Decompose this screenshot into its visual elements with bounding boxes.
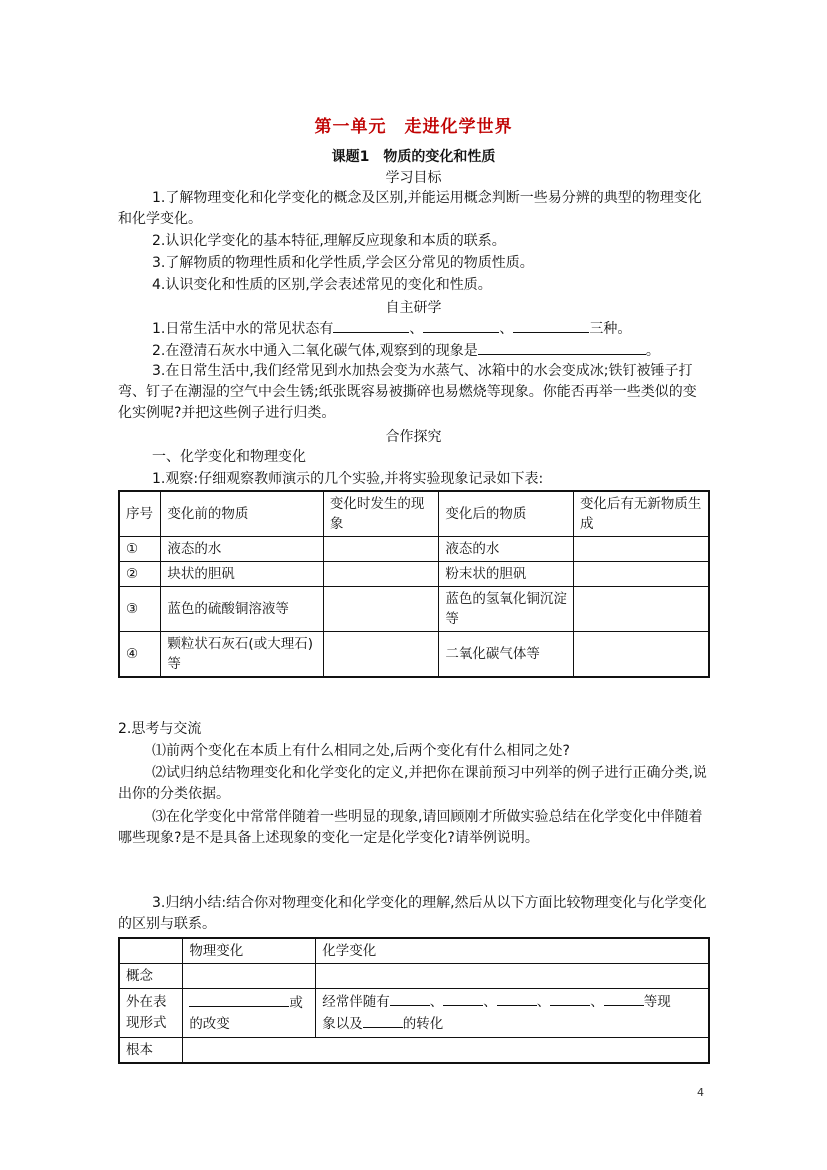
table-header-row bbox=[119, 938, 709, 964]
table-cell: ③ bbox=[119, 587, 161, 632]
self-study-q3: 3.在日常生活中,我们经常见到水加热会变为水蒸气、冰箱中的水会变成冰;铁钉被锤子打弯、钉子在潮湿的空气中会生锈;纸张既容易被撕碎也易燃烧等现象。你能否再举一些类似的变化实例呢?并把这些例子进行归类。 bbox=[118, 363, 697, 421]
table-row bbox=[119, 537, 709, 562]
answer-cell[interactable] bbox=[183, 1038, 709, 1064]
answer-cell[interactable] bbox=[573, 632, 709, 678]
table-cell: ① bbox=[119, 537, 161, 562]
summary-instruction: 3.归纳小结:结合你对物理变化和化学变化的理解,然后从以下方面比较物理变化与化学变化的区别与联系。 bbox=[118, 895, 707, 932]
header-cell: 变化后的物质 bbox=[439, 491, 574, 537]
observation-table bbox=[118, 490, 710, 678]
answer-blank[interactable] bbox=[550, 991, 590, 1006]
answer-blank[interactable] bbox=[443, 991, 483, 1006]
table-row bbox=[119, 1038, 709, 1064]
table-cell: 蓝色的硫酸铜溶液等 bbox=[161, 587, 323, 632]
form-chemical-cell: 经常伴随有 、 、 、 、 等现 象以及 的转化 bbox=[316, 989, 709, 1038]
form-physical-cell: 或 的改变 bbox=[183, 989, 316, 1038]
table-row bbox=[119, 562, 709, 587]
goal-item: 4.认识变化和性质的区别,学会表述常见的变化和性质。 bbox=[152, 277, 492, 293]
table-cell: 液态的水 bbox=[439, 537, 574, 562]
table-cell: ② bbox=[119, 562, 161, 587]
answer-blank[interactable] bbox=[363, 1013, 403, 1028]
header-cell: 变化前的物质 bbox=[161, 491, 323, 537]
comparison-table bbox=[118, 937, 710, 1064]
row-label: 外在表现形式 bbox=[119, 989, 183, 1038]
answer-blank[interactable] bbox=[513, 318, 589, 333]
answer-blank[interactable] bbox=[189, 992, 289, 1007]
table-row bbox=[119, 632, 709, 678]
answer-blank[interactable] bbox=[390, 991, 430, 1006]
self-study-q1: 1.日常生活中水的常见状态有 、 、 三种。 bbox=[118, 318, 710, 340]
self-study-heading: 自主研学 bbox=[385, 300, 442, 316]
unit-title: 第一单元 走进化学世界 bbox=[314, 117, 513, 137]
table-row bbox=[119, 964, 709, 989]
answer-blank[interactable] bbox=[333, 318, 409, 333]
lesson-title: 课题1 物质的变化和性质 bbox=[331, 149, 496, 165]
table-cell: 粉末状的胆矾 bbox=[439, 562, 574, 587]
answer-cell[interactable] bbox=[573, 587, 709, 632]
header-cell: 变化时发生的现象 bbox=[323, 491, 439, 537]
answer-cell[interactable] bbox=[323, 587, 439, 632]
table-cell: ④ bbox=[119, 632, 161, 678]
header-cell bbox=[119, 938, 183, 964]
answer-cell[interactable] bbox=[323, 562, 439, 587]
header-cell: 序号 bbox=[119, 491, 161, 537]
table-cell: 二氧化碳气体等 bbox=[439, 632, 574, 678]
answer-blank[interactable] bbox=[478, 340, 646, 355]
header-cell: 化学变化 bbox=[316, 938, 709, 964]
row-label: 根本 bbox=[119, 1038, 183, 1064]
answer-cell[interactable] bbox=[573, 562, 709, 587]
answer-cell[interactable] bbox=[323, 537, 439, 562]
table-cell: 蓝色的氢氧化铜沉淀等 bbox=[439, 587, 574, 632]
answer-blank[interactable] bbox=[423, 318, 499, 333]
answer-cell[interactable] bbox=[316, 964, 709, 989]
header-cell: 物理变化 bbox=[183, 938, 316, 964]
goals-heading: 学习目标 bbox=[385, 170, 442, 186]
answer-blank[interactable] bbox=[604, 991, 644, 1006]
answer-cell[interactable] bbox=[323, 632, 439, 678]
goal-item: 1.了解物理变化和化学变化的概念及区别,并能运用概念判断一些易分辨的典型的物理变化和化学变化。 bbox=[118, 190, 702, 227]
answer-cell[interactable] bbox=[573, 537, 709, 562]
observe-instruction: 1.观察:仔细观察教师演示的几个实验,并将实验现象记录如下表: bbox=[152, 471, 544, 487]
answer-cell[interactable] bbox=[183, 964, 316, 989]
coop-part1: 一、化学变化和物理变化 bbox=[152, 449, 306, 465]
table-header-row bbox=[119, 491, 709, 537]
table-row bbox=[119, 989, 709, 1038]
self-study-q2: 2.在澄清石灰水中通入二氧化碳气体,观察到的现象是 。 bbox=[118, 340, 710, 362]
think-item: ⑵试归纳总结物理变化和化学变化的定义,并把你在课前预习中列举的例子进行正确分类,说出你的分类依据。 bbox=[118, 765, 707, 802]
table-cell: 液态的水 bbox=[161, 537, 323, 562]
table-row bbox=[119, 587, 709, 632]
think-title: 2.思考与交流 bbox=[118, 721, 202, 737]
coop-heading: 合作探究 bbox=[385, 429, 442, 445]
think-item: ⑴前两个变化在本质上有什么相同之处,后两个变化有什么相同之处? bbox=[152, 743, 570, 759]
goal-item: 3.了解物质的物理性质和化学性质,学会区分常见的物质性质。 bbox=[152, 255, 534, 271]
table-cell: 颗粒状石灰石(或大理石)等 bbox=[161, 632, 323, 678]
row-label: 概念 bbox=[119, 964, 183, 989]
page-number: 4 bbox=[697, 1086, 704, 1099]
think-item: ⑶在化学变化中常常伴随着一些明显的现象,请回顾刚才所做实验总结在化学变化中伴随着哪些现象?是不是具备上述现象的变化一定是化学变化?请举例说明。 bbox=[118, 809, 703, 846]
goal-item: 2.认识化学变化的基本特征,理解反应现象和本质的联系。 bbox=[152, 233, 506, 249]
answer-blank[interactable] bbox=[497, 991, 537, 1006]
table-cell: 块状的胆矾 bbox=[161, 562, 323, 587]
header-cell: 变化后有无新物质生成 bbox=[573, 491, 709, 537]
